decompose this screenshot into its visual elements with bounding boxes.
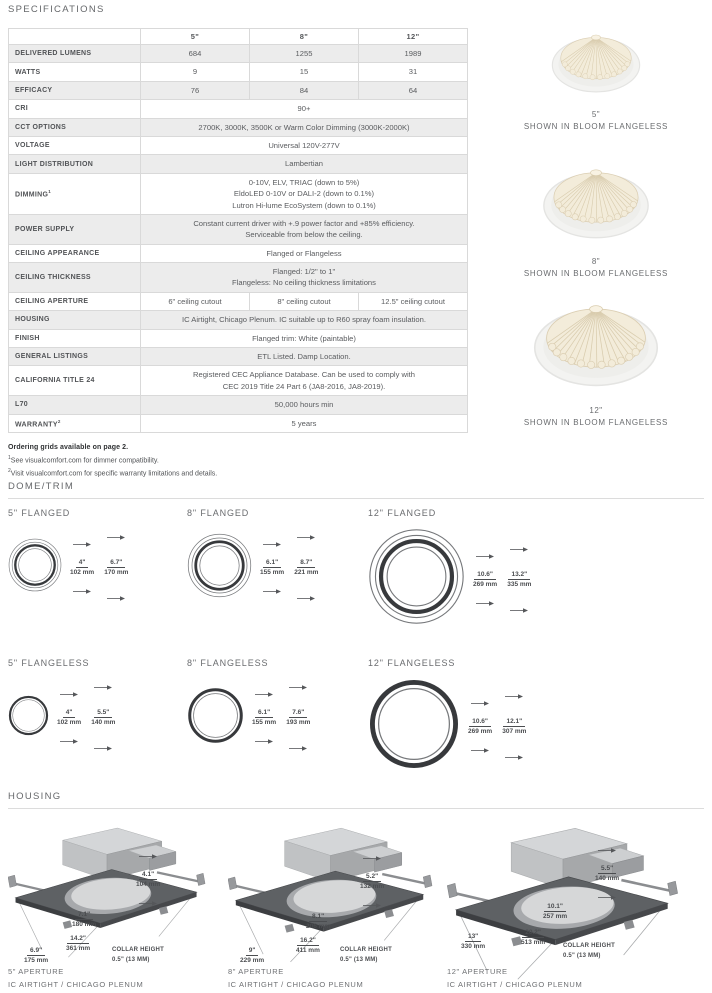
product-caption: SHOWN IN BLOOM FLANGELESS: [523, 269, 669, 278]
housing-width-dim: [66, 935, 90, 952]
trim-diagram-item: [368, 508, 531, 630]
dim-arrow-icon: [288, 678, 308, 696]
dimension-inches: 10.6": [469, 718, 491, 727]
spec-row: [9, 214, 468, 244]
footnotes: [8, 444, 468, 478]
housing-caption-aperture: 8" APERTURE: [228, 967, 284, 976]
housing-caption-type: IC AIRTIGHT / CHICAGO PLENUM: [228, 980, 364, 989]
dome-trim-title: DOME/TRIM: [8, 481, 75, 492]
housing-depth-dim: [240, 947, 264, 964]
spec-row: [9, 396, 468, 414]
dim-arrow-icon: [72, 582, 92, 600]
housing-width-dim: [296, 937, 320, 954]
spec-cell: 64: [359, 81, 468, 99]
collar-line1: COLLAR HEIGHT: [340, 947, 392, 953]
dimension-label: [66, 935, 90, 952]
spec-cell: 6" ceiling cutout: [141, 292, 250, 310]
spec-cell-span: Flanged or Flangeless: [141, 244, 468, 262]
housing-caption-type: IC AIRTIGHT / CHICAGO PLENUM: [8, 980, 144, 989]
dimension-mm: 269 mm: [468, 728, 493, 735]
housing-aperture-dim: [72, 911, 96, 928]
spec-table-head: [9, 29, 468, 45]
trim-dimensions: [468, 687, 526, 766]
dim-arrow-icon: [504, 687, 524, 705]
housing-caption: [447, 967, 582, 989]
spec-row-label: LIGHT DISTRIBUTION: [9, 155, 141, 173]
dimension-label: [360, 849, 384, 914]
dimension-inches: 12.1": [503, 718, 525, 727]
specifications-title: SPECIFICATIONS: [8, 4, 105, 15]
dimension-label: [294, 528, 318, 607]
spec-cell-span: Registered CEC Appliance Database. Can be used to comply with CEC 2019 Title 24 Part 6 (JA8-2016, JA8-2019).: [141, 366, 468, 396]
dimension-inches: 4": [63, 709, 76, 718]
spec-row-label: CCT OPTIONS: [9, 118, 141, 136]
dimension-label: [502, 687, 526, 766]
trim-title: 12" FLANGELESS: [368, 658, 456, 668]
collar-line2: 0.5" (13 MM): [563, 953, 601, 960]
dim-arrow-icon: [106, 589, 126, 607]
dimension-mm: 170 mm: [104, 569, 129, 576]
spec-cell: 1989: [359, 45, 468, 63]
dimension-inches: 8.7": [297, 559, 315, 568]
spec-cell: 684: [141, 45, 250, 63]
trim-dimensions: [252, 678, 310, 757]
dimension-label: [468, 694, 492, 759]
collar-height-note: [563, 941, 615, 961]
footnote-list: [8, 455, 468, 478]
product-image-item: [488, 26, 704, 131]
footnote: $^2$Visit visualcomfort.com for specific warranty limitations and details.: [8, 468, 218, 478]
housing-width-dim: [521, 929, 545, 946]
dimension-mm: 330 mm: [461, 943, 486, 950]
dim-arrow-icon: [59, 732, 79, 750]
housing-section: [8, 791, 704, 991]
spec-row: [9, 244, 468, 262]
dim-arrow-icon: [106, 528, 126, 546]
spec-cell-span: 0-10V, ELV, TRIAC (down to 5%) EldoLED 0-10V or DALI-2 (down to 0.1%) Lutron Hi-lume EcoSystem (down to 0.1%): [141, 173, 468, 214]
spec-cell: 15: [250, 63, 359, 81]
spec-row-label: CEILING APERTURE: [9, 292, 141, 310]
spec-cell-span: 5 years: [141, 414, 468, 432]
section-divider: [8, 808, 704, 809]
dim-arrow-icon: [254, 732, 274, 750]
collar-height-note: [112, 945, 164, 965]
spec-row-label: POWER SUPPLY: [9, 214, 141, 244]
dimension-inches: 16.2": [297, 937, 319, 946]
spec-col-header-empty: [9, 29, 141, 45]
spec-row: [9, 63, 468, 81]
dimension-inches: 13.2": [508, 571, 530, 580]
dimension-inches: 5.5": [94, 709, 112, 718]
dimension-inches: 6.9": [27, 947, 45, 956]
spec-row-label: WARRANTY$^2$: [9, 414, 141, 432]
housing-caption-aperture: 12" APERTURE: [447, 967, 508, 976]
spec-row: [9, 263, 468, 293]
dim-arrow-icon: [262, 535, 282, 553]
dim-arrow-icon: [296, 589, 316, 607]
housing-height-dim: [360, 849, 384, 914]
spec-row: [9, 118, 468, 136]
dim-arrow-icon: [296, 528, 316, 546]
spec-cell-span: IC Airtight, Chicago Plenum. IC suitable up to R60 spray foam insulation.: [141, 311, 468, 329]
dimension-inches: 7.1": [75, 911, 93, 920]
dimension-mm: 361 mm: [66, 945, 91, 952]
dim-arrow-icon: [509, 601, 529, 619]
spec-cell-span: 90+: [141, 100, 468, 118]
dimension-mm: 221 mm: [294, 569, 319, 576]
spec-cell-span: Lambertian: [141, 155, 468, 173]
dimension-label: [306, 913, 330, 930]
spec-row-label: CEILING THICKNESS: [9, 263, 141, 293]
housing-aperture-dim: [306, 913, 330, 930]
trim-circle-diagram: [368, 528, 465, 630]
dimension-label: [543, 903, 567, 920]
dimension-inches: 13": [465, 933, 481, 942]
dim-arrow-icon: [597, 841, 617, 859]
section-divider: [8, 498, 704, 499]
dim-arrow-icon: [254, 685, 274, 703]
footnote: $^1$See visualcomfort.com for dimmer compatibility.: [8, 454, 159, 465]
spec-row-label: L70: [9, 396, 141, 414]
trim-circle-diagram: [187, 687, 244, 749]
spec-cell-span: Constant current driver with +.9 power factor and +85% efficiency. Serviceable from below the ceiling.: [141, 214, 468, 244]
spec-col-header: 8": [250, 29, 359, 45]
dimension-inches: 8.1": [309, 913, 327, 922]
dimension-label: [91, 678, 115, 757]
trim-circle-diagram: [187, 533, 252, 603]
housing-caption-type: IC AIRTIGHT / CHICAGO PLENUM: [447, 980, 583, 989]
dimension-mm: 206 mm: [306, 923, 331, 930]
dimension-mm: 180 mm: [72, 921, 97, 928]
spec-table: [8, 28, 468, 433]
dimension-inches: 10.6": [474, 571, 496, 580]
housing-title: HOUSING: [8, 791, 62, 802]
housing-depth-dim: [461, 933, 485, 950]
product-size-label: 8": [591, 257, 601, 266]
dimension-label: [104, 528, 128, 607]
dim-arrow-icon: [362, 896, 382, 914]
bloom-dome-image: [531, 293, 661, 399]
spec-row: [9, 136, 468, 154]
collar-line2: 0.5" (13 MM): [112, 957, 150, 964]
spec-row: [9, 155, 468, 173]
spec-cell: 12.5" ceiling cutout: [359, 292, 468, 310]
dim-arrow-icon: [475, 547, 495, 565]
dim-arrow-icon: [138, 894, 158, 912]
spec-cell-span: Flanged trim: White (paintable): [141, 329, 468, 347]
dimension-mm: 155 mm: [260, 569, 285, 576]
bloom-dome-image: [550, 26, 642, 103]
product-size-label: 12": [589, 406, 603, 415]
spec-cell: 8" ceiling cutout: [250, 292, 359, 310]
product-images-column: [488, 26, 704, 426]
dimension-inches: 20.2": [522, 929, 544, 938]
dimension-inches: 4": [76, 559, 89, 568]
dimension-mm: 257 mm: [543, 913, 568, 920]
dimension-label: [595, 841, 619, 906]
dimension-label: [57, 685, 81, 750]
dimension-inches: 6.1": [263, 559, 281, 568]
dim-arrow-icon: [93, 678, 113, 696]
dim-arrow-icon: [475, 594, 495, 612]
dimension-label: [521, 929, 545, 946]
spec-table-body: [9, 45, 468, 433]
housing-aperture-dim: [543, 903, 567, 920]
trim-diagram-item: [8, 508, 128, 607]
trim-dimensions: [70, 528, 128, 607]
spec-cell: 31: [359, 63, 468, 81]
product-size-label: 5": [591, 110, 601, 119]
dimension-inches: 6.1": [255, 709, 273, 718]
dimension-inches: 10.1": [544, 903, 566, 912]
product-caption: SHOWN IN BLOOM FLANGELESS: [523, 122, 669, 131]
spec-row: [9, 366, 468, 396]
trim-dimensions: [260, 528, 318, 607]
housing-caption: [8, 967, 143, 989]
dim-arrow-icon: [362, 849, 382, 867]
dimension-mm: 229 mm: [240, 957, 265, 964]
dim-arrow-icon: [288, 739, 308, 757]
specifications-column: [8, 4, 468, 478]
trim-diagram-item: [187, 658, 310, 757]
spec-row: [9, 100, 468, 118]
dimension-label: [296, 937, 320, 954]
bloom-dome-image: [541, 159, 651, 250]
housing-depth-dim: [24, 947, 48, 964]
spec-row-label: WATTS: [9, 63, 141, 81]
spec-row: [9, 173, 468, 214]
product-image-item: [488, 159, 704, 278]
product-caption: SHOWN IN BLOOM FLANGELESS: [523, 418, 669, 427]
spec-row-label: CRI: [9, 100, 141, 118]
dim-arrow-icon: [138, 847, 158, 865]
spec-row: [9, 292, 468, 310]
spec-cell-span: Universal 120V-277V: [141, 136, 468, 154]
spec-row: [9, 348, 468, 366]
spec-cell: 76: [141, 81, 250, 99]
dimension-mm: 140 mm: [595, 875, 620, 882]
dimension-mm: 193 mm: [286, 719, 311, 726]
spec-row-label: DELIVERED LUMENS: [9, 45, 141, 63]
spec-row-label: GENERAL LISTINGS: [9, 348, 141, 366]
trim-dimensions: [473, 540, 531, 619]
dim-arrow-icon: [72, 535, 92, 553]
spec-row-label: DIMMING$^1$: [9, 173, 141, 214]
trim-title: 8" FLANGELESS: [187, 658, 269, 668]
spec-row-label: VOLTAGE: [9, 136, 141, 154]
housing-diagram-item: [228, 811, 443, 993]
trim-title: 12" FLANGED: [368, 508, 437, 518]
dimension-label: [24, 947, 48, 964]
dimension-mm: 102 mm: [70, 569, 95, 576]
dimension-inches: 6.7": [107, 559, 125, 568]
spec-row-label: CEILING APPEARANCE: [9, 244, 141, 262]
spec-cell-span: 50,000 hours min: [141, 396, 468, 414]
dimension-inches: 4.1": [139, 871, 157, 880]
product-image-item: [488, 293, 704, 427]
spec-row: [9, 329, 468, 347]
trim-title: 8" FLANGED: [187, 508, 250, 518]
dimension-mm: 175 mm: [24, 957, 49, 964]
housing-diagram-item: [8, 811, 223, 993]
spec-cell: 9: [141, 63, 250, 81]
dim-arrow-icon: [470, 741, 490, 759]
spec-col-header: 12": [359, 29, 468, 45]
dimension-label: [473, 547, 497, 612]
spec-cell: 84: [250, 81, 359, 99]
dimension-inches: 5.2": [363, 873, 381, 882]
spec-row-label: FINISH: [9, 329, 141, 347]
dimension-label: [240, 947, 264, 964]
dimension-inches: 9": [246, 947, 259, 956]
spec-cell-span: 2700K, 3000K, 3500K or Warm Color Dimming (3000K-2000K): [141, 118, 468, 136]
trim-circle-diagram: [8, 538, 62, 597]
dimension-mm: 307 mm: [502, 728, 527, 735]
trim-title: 5" FLANGELESS: [8, 658, 90, 668]
dimension-mm: 335 mm: [507, 580, 532, 588]
trim-dimensions: [57, 678, 115, 757]
spec-row: [9, 45, 468, 63]
dim-arrow-icon: [59, 685, 79, 703]
collar-height-note: [340, 945, 392, 965]
dimension-label: [286, 678, 310, 757]
collar-line2: 0.5" (13 MM): [340, 957, 378, 964]
dimension-mm: 269 mm: [473, 580, 498, 588]
dimension-mm: 104 mm: [136, 881, 161, 888]
collar-line1: COLLAR HEIGHT: [112, 947, 164, 953]
trim-diagram-item: [8, 658, 115, 757]
collar-line1: COLLAR HEIGHT: [563, 943, 615, 949]
dome-trim-section: [8, 481, 704, 781]
ordering-note: Ordering grids available on page 2.: [8, 443, 129, 451]
spec-row-label: EFFICACY: [9, 81, 141, 99]
dimension-label: [260, 535, 284, 600]
dim-arrow-icon: [504, 748, 524, 766]
trim-diagram-item: [187, 508, 318, 607]
spec-cell-span: Flanged: 1/2" to 1" Flangeless: No ceiling thickness limitations: [141, 263, 468, 293]
dimension-inches: 5.5": [598, 865, 616, 874]
dimension-inches: 7.6": [289, 709, 307, 718]
dimension-label: [252, 685, 276, 750]
spec-row: [9, 81, 468, 99]
housing-caption-aperture: 5" APERTURE: [8, 967, 64, 976]
dimension-inches: 14.2": [67, 935, 89, 944]
dim-arrow-icon: [509, 540, 529, 558]
dimension-label: [136, 847, 160, 912]
dim-arrow-icon: [597, 888, 617, 906]
housing-diagram-item: [447, 811, 711, 993]
dimension-mm: 140 mm: [91, 719, 116, 726]
spec-row-label: HOUSING: [9, 311, 141, 329]
dimension-label: [461, 933, 485, 950]
housing-caption: [228, 967, 363, 989]
dimension-mm: 132 mm: [360, 883, 385, 890]
dimension-label: [72, 911, 96, 928]
housing-height-dim: [595, 841, 619, 906]
dimension-label: [507, 540, 531, 619]
spec-row-label: CALIFORNIA TITLE 24: [9, 366, 141, 396]
spec-cell-span: ETL Listed. Damp Location.: [141, 348, 468, 366]
dimension-mm: 513 mm: [521, 939, 546, 946]
trim-title: 5" FLANGED: [8, 508, 71, 518]
dimension-mm: 411 mm: [296, 947, 320, 954]
spec-row: [9, 311, 468, 329]
dimension-label: [70, 535, 94, 600]
dim-arrow-icon: [470, 694, 490, 712]
spec-row: [9, 414, 468, 432]
dimension-mm: 102 mm: [57, 719, 82, 726]
housing-height-dim: [136, 847, 160, 912]
trim-diagram-item: [368, 658, 526, 775]
dim-arrow-icon: [93, 739, 113, 757]
spec-col-header: 5": [141, 29, 250, 45]
dim-arrow-icon: [262, 582, 282, 600]
trim-circle-diagram: [368, 678, 460, 775]
trim-circle-diagram: [8, 695, 49, 741]
dimension-mm: 155 mm: [252, 719, 277, 726]
spec-cell: 1255: [250, 45, 359, 63]
